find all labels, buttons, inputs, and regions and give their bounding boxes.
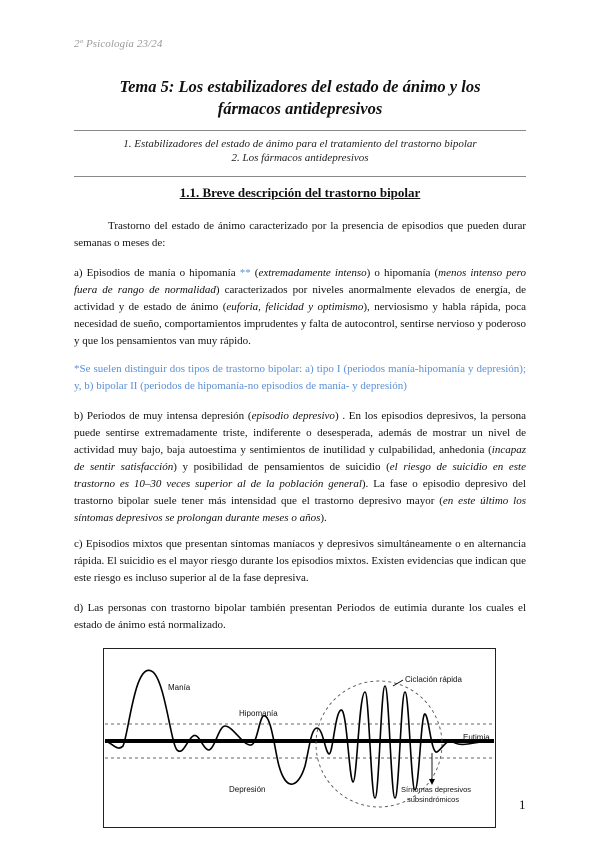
- title-line-2: fármacos antidepresivos: [217, 99, 383, 118]
- text: ) o hipomanía (: [366, 267, 439, 279]
- page-number: 1: [519, 797, 526, 812]
- text: ) . En los episodios depresivos, la persona puede sentirse extremadamente triste, indiferente o desesperada, además de mostrar un nivel de actividad muy bajo, baja autoestima y sentimientos de inutilidad y culpabilidad, anhedonia (: [74, 410, 527, 456]
- text: b) Periodos de muy intensa depresión (: [74, 410, 252, 422]
- bipolar-mood-figure: [103, 648, 496, 828]
- label-sintomas-depresivos: Síntomas depresivos: [401, 785, 472, 794]
- mood-diagram: [103, 648, 496, 828]
- document-title: [74, 76, 526, 120]
- label-hipomania: Hipomanía: [239, 709, 278, 718]
- table-of-contents: [74, 137, 526, 165]
- divider-bottom: [74, 176, 526, 177]
- paragraph-c: c) Episodios mixtos que presentan síntomas maníacos y depresivos simultáneamente o en alternancia rápida. El suicidio es el mayor riesgo durante los episodios mixtos. Existen evidencias que indican que este riesgo es incluso superior al de la fase depresiva.: [74, 538, 526, 584]
- emphasis: menos intenso pero fuera de rango de normalidad: [74, 267, 526, 296]
- text: ).: [320, 512, 327, 524]
- text: a) Episodios de manía o hipomanía: [74, 267, 240, 279]
- emphasis: incapaz de sentir satisfacción: [74, 444, 526, 473]
- emphasis: euforia, felicidad y optimismo: [226, 301, 364, 313]
- text: ), nerviosismo y habla rápida, poca necesidad de sueño, comportamientos imprudentes y falta de autocontrol, sentirse nervioso y poderoso y que los pensamientos van muy rápido.: [74, 301, 526, 347]
- toc-item-2: 2. Los fármacos antidepresivos: [231, 152, 369, 164]
- divider-top: [74, 130, 526, 131]
- emphasis: el riesgo de suicidio en este trastorno es 10–30 veces superior al de la población general: [74, 461, 526, 490]
- emphasis: extremadamente intenso: [258, 267, 367, 279]
- stars-marker: **: [239, 267, 251, 279]
- paragraph-a: [74, 265, 526, 350]
- text: ) y posibilidad de pensamientos de suicidio (: [173, 461, 390, 473]
- text: ) caracterizados por niveles anormalmente elevados de energía, de actividad y de estado de ánimo (: [74, 284, 526, 313]
- title-line-1: Tema 5: Los estabilizadores del estado de ánimo y los: [119, 77, 481, 96]
- bipolar-types-note: *Se suelen distinguir dos tipos de trastorno bipolar: a) tipo I (periodos manía-hipomanía y depresión); y, b) bipolar II (periodos de hipomanía-no episodios de manía- y depresión): [74, 363, 526, 392]
- label-eutimia: Eutimia: [463, 733, 490, 742]
- header-note: 2º Psicología 23/24: [74, 38, 163, 50]
- emphasis: episodio depresivo: [251, 410, 335, 422]
- section-title: 1.1. Breve descripción del trastorno bipolar: [179, 185, 421, 200]
- label-depresion: Depresión: [229, 785, 266, 794]
- text: (: [250, 267, 259, 279]
- label-mania: Manía: [168, 683, 191, 692]
- emphasis: en este último los síntomas depresivos se prolongan durante meses o años: [74, 495, 526, 524]
- paragraph-d: d) Las personas con trastorno bipolar también presentan Periodos de eutimia durante los cuales el estado de ánimo está normalizado.: [74, 602, 526, 631]
- label-subsindromicos: subsindrómicos: [407, 795, 460, 804]
- label-ciclacion-rapida: Ciclación rápida: [405, 675, 462, 684]
- paragraph-b: [74, 408, 526, 527]
- toc-item-1: 1. Estabilizadores del estado de ánimo para el tratamiento del trastorno bipolar: [123, 138, 477, 150]
- text: ). La fase o episodio depresivo del trastorno bipolar suele tener más intensidad que el trastorno depresivo mayor (: [74, 478, 526, 507]
- intro-paragraph: Trastorno del estado de ánimo caracterizado por la presencia de episodios que pueden durar semanas o meses de:: [74, 220, 526, 249]
